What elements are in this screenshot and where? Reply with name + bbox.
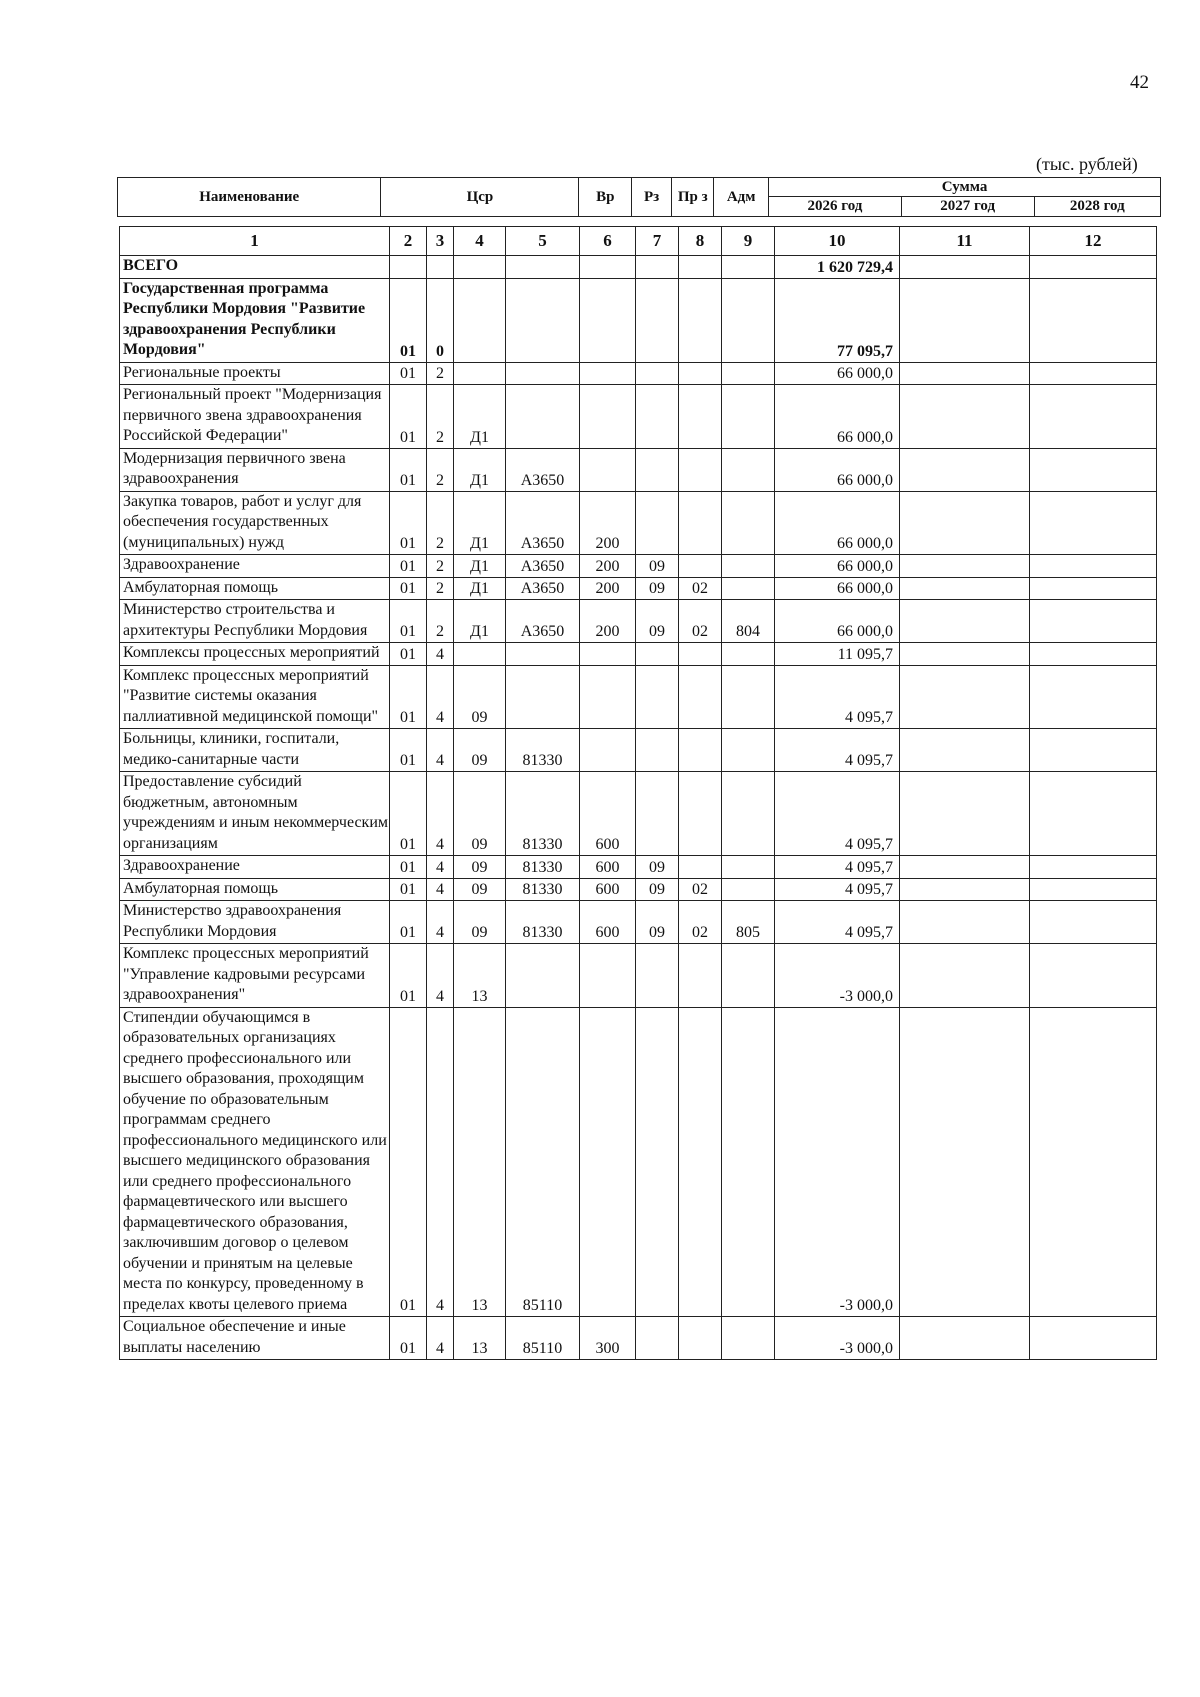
csr-part-2: 01 xyxy=(390,362,427,385)
sum-2027 xyxy=(900,385,1030,449)
column-number: 8 xyxy=(679,227,722,256)
vr-code: 200 xyxy=(580,577,636,600)
sum-2027 xyxy=(900,278,1030,362)
column-number: 4 xyxy=(454,227,506,256)
vr-code xyxy=(580,643,636,666)
csr-part-5: А3650 xyxy=(506,555,580,578)
rz-code xyxy=(636,385,679,449)
rz-code xyxy=(636,1007,679,1317)
csr-part-3: 4 xyxy=(427,878,454,901)
vr-code xyxy=(580,448,636,491)
sum-2027 xyxy=(900,1007,1030,1317)
csr-part-3: 4 xyxy=(427,901,454,944)
csr-part-3: 4 xyxy=(427,1317,454,1360)
vr-code: 600 xyxy=(580,856,636,879)
pr-code xyxy=(679,448,722,491)
sum-2026: 4 095,7 xyxy=(775,665,900,729)
csr-part-2: 01 xyxy=(390,555,427,578)
row-name: ВСЕГО xyxy=(120,256,390,279)
pr-code xyxy=(679,1007,722,1317)
sum-2027 xyxy=(900,1317,1030,1360)
table-row xyxy=(120,856,1157,879)
csr-part-5: А3650 xyxy=(506,577,580,600)
vr-code: 200 xyxy=(580,491,636,555)
csr-part-2: 01 xyxy=(390,729,427,772)
csr-part-5: 81330 xyxy=(506,729,580,772)
pr-code xyxy=(679,1317,722,1360)
csr-part-4: Д1 xyxy=(454,448,506,491)
sum-2026: 66 000,0 xyxy=(775,555,900,578)
pr-code xyxy=(679,256,722,279)
sum-2026: 66 000,0 xyxy=(775,491,900,555)
header-sum: Сумма xyxy=(769,178,1161,197)
row-name: Стипендии обучающимся в образовательных организациях среднего профессионального или высшего образования, проходящим обучение по образовательным программам среднего профессионального медицинского или высшего медицинского образования или среднего профессионального фармацевтического или высшего фармацевтического образования, заключившим договор о целевом обучении и принятым на целевые места по конкурсу, проведенному в пределах квоты целевого приема xyxy=(120,1007,390,1317)
pr-code xyxy=(679,944,722,1008)
pr-code xyxy=(679,643,722,666)
row-name: Комплекс процессных мероприятий "Развитие системы оказания паллиативной медицинской помощи" xyxy=(120,665,390,729)
rz-code: 09 xyxy=(636,555,679,578)
row-name: Здравоохранение xyxy=(120,555,390,578)
csr-part-5: 85110 xyxy=(506,1317,580,1360)
pr-code xyxy=(679,278,722,362)
table-row xyxy=(120,772,1157,856)
csr-part-4: Д1 xyxy=(454,577,506,600)
sum-2027 xyxy=(900,600,1030,643)
csr-part-5: 81330 xyxy=(506,878,580,901)
table-header xyxy=(117,177,1161,217)
column-number: 9 xyxy=(722,227,775,256)
adm-code xyxy=(722,577,775,600)
table-row xyxy=(120,878,1157,901)
rz-code: 09 xyxy=(636,878,679,901)
rz-code xyxy=(636,362,679,385)
csr-part-3: 4 xyxy=(427,729,454,772)
csr-part-4: 09 xyxy=(454,856,506,879)
vr-code xyxy=(580,278,636,362)
pr-code xyxy=(679,555,722,578)
csr-part-4: Д1 xyxy=(454,600,506,643)
csr-part-5: А3650 xyxy=(506,448,580,491)
rz-code: 09 xyxy=(636,600,679,643)
pr-code: 02 xyxy=(679,901,722,944)
rz-code xyxy=(636,729,679,772)
header-rz: Рз xyxy=(632,178,672,217)
sum-2026: 11 095,7 xyxy=(775,643,900,666)
adm-code xyxy=(722,385,775,449)
adm-code xyxy=(722,555,775,578)
header-prz: Пр з xyxy=(672,178,714,217)
sum-2026: 1 620 729,4 xyxy=(775,256,900,279)
csr-part-2: 01 xyxy=(390,1317,427,1360)
rz-code xyxy=(636,1317,679,1360)
vr-code xyxy=(580,385,636,449)
sum-2028 xyxy=(1030,643,1157,666)
adm-code xyxy=(722,1317,775,1360)
adm-code xyxy=(722,278,775,362)
table-row xyxy=(120,448,1157,491)
csr-part-5: А3650 xyxy=(506,600,580,643)
csr-part-4: Д1 xyxy=(454,555,506,578)
pr-code: 02 xyxy=(679,878,722,901)
csr-part-3: 2 xyxy=(427,577,454,600)
sum-2026: 4 095,7 xyxy=(775,772,900,856)
csr-part-3: 0 xyxy=(427,278,454,362)
csr-part-4: 09 xyxy=(454,665,506,729)
csr-part-3: 2 xyxy=(427,555,454,578)
sum-2027 xyxy=(900,878,1030,901)
csr-part-4: 13 xyxy=(454,1317,506,1360)
csr-part-3 xyxy=(427,256,454,279)
row-name: Модернизация первичного звена здравоохранения xyxy=(120,448,390,491)
sum-2026: 4 095,7 xyxy=(775,878,900,901)
csr-part-2: 01 xyxy=(390,878,427,901)
column-number: 1 xyxy=(120,227,390,256)
csr-part-2: 01 xyxy=(390,665,427,729)
table-row xyxy=(120,362,1157,385)
rz-code xyxy=(636,772,679,856)
sum-2027 xyxy=(900,643,1030,666)
sum-2028 xyxy=(1030,448,1157,491)
csr-part-5: 81330 xyxy=(506,901,580,944)
csr-part-3: 4 xyxy=(427,856,454,879)
vr-code xyxy=(580,362,636,385)
table-row xyxy=(120,665,1157,729)
vr-code xyxy=(580,729,636,772)
column-number: 7 xyxy=(636,227,679,256)
row-name: Амбулаторная помощь xyxy=(120,878,390,901)
csr-part-5 xyxy=(506,665,580,729)
vr-code: 200 xyxy=(580,555,636,578)
csr-part-3: 2 xyxy=(427,362,454,385)
sum-2026: -3 000,0 xyxy=(775,1317,900,1360)
sum-2027 xyxy=(900,729,1030,772)
csr-part-3: 2 xyxy=(427,385,454,449)
rz-code: 09 xyxy=(636,901,679,944)
csr-part-3: 4 xyxy=(427,665,454,729)
sum-2026: 66 000,0 xyxy=(775,385,900,449)
column-number: 10 xyxy=(775,227,900,256)
csr-part-4: Д1 xyxy=(454,491,506,555)
sum-2028 xyxy=(1030,491,1157,555)
row-name: Комплекс процессных мероприятий "Управление кадровыми ресурсами здравоохранения" xyxy=(120,944,390,1008)
csr-part-5 xyxy=(506,944,580,1008)
csr-part-4: 09 xyxy=(454,729,506,772)
adm-code xyxy=(722,256,775,279)
sum-2028 xyxy=(1030,901,1157,944)
pr-code xyxy=(679,856,722,879)
adm-code xyxy=(722,643,775,666)
csr-part-5 xyxy=(506,256,580,279)
csr-part-2: 01 xyxy=(390,1007,427,1317)
sum-2026: 66 000,0 xyxy=(775,362,900,385)
csr-part-5: А3650 xyxy=(506,491,580,555)
sum-2028 xyxy=(1030,665,1157,729)
adm-code xyxy=(722,729,775,772)
rz-code xyxy=(636,448,679,491)
vr-code: 600 xyxy=(580,772,636,856)
table-row xyxy=(120,555,1157,578)
pr-code: 02 xyxy=(679,600,722,643)
sum-2028 xyxy=(1030,600,1157,643)
vr-code xyxy=(580,1007,636,1317)
csr-part-3: 4 xyxy=(427,944,454,1008)
csr-part-4 xyxy=(454,643,506,666)
adm-code xyxy=(722,944,775,1008)
column-number: 5 xyxy=(506,227,580,256)
csr-part-4: 09 xyxy=(454,901,506,944)
row-name: Больницы, клиники, госпитали, медико-санитарные части xyxy=(120,729,390,772)
csr-part-2: 01 xyxy=(390,385,427,449)
adm-code xyxy=(722,665,775,729)
rz-code xyxy=(636,256,679,279)
csr-part-2: 01 xyxy=(390,856,427,879)
pr-code xyxy=(679,491,722,555)
row-name: Государственная программа Республики Мордовия "Развитие здравоохранения Республики Мордовия" xyxy=(120,278,390,362)
rz-code xyxy=(636,665,679,729)
sum-2028 xyxy=(1030,729,1157,772)
sum-2027 xyxy=(900,944,1030,1008)
sum-2028 xyxy=(1030,772,1157,856)
sum-2026: 66 000,0 xyxy=(775,448,900,491)
row-name: Здравоохранение xyxy=(120,856,390,879)
adm-code xyxy=(722,772,775,856)
sum-2026: 66 000,0 xyxy=(775,600,900,643)
csr-part-4: 13 xyxy=(454,944,506,1008)
rz-code xyxy=(636,278,679,362)
sum-2028 xyxy=(1030,1317,1157,1360)
vr-code xyxy=(580,944,636,1008)
column-number: 11 xyxy=(900,227,1030,256)
csr-part-5: 85110 xyxy=(506,1007,580,1317)
sum-2027 xyxy=(900,577,1030,600)
sum-2028 xyxy=(1030,555,1157,578)
csr-part-2: 01 xyxy=(390,944,427,1008)
table-row xyxy=(120,1317,1157,1360)
csr-part-5: 81330 xyxy=(506,856,580,879)
header-year-2027: 2027 год xyxy=(901,197,1034,217)
sum-2028 xyxy=(1030,362,1157,385)
row-name: Региональный проект "Модернизация первичного звена здравоохранения Российской Федерации" xyxy=(120,385,390,449)
sum-2028 xyxy=(1030,385,1157,449)
sum-2026: -3 000,0 xyxy=(775,1007,900,1317)
csr-part-3: 4 xyxy=(427,1007,454,1317)
row-name: Комплексы процессных мероприятий xyxy=(120,643,390,666)
pr-code xyxy=(679,729,722,772)
header-adm: Адм xyxy=(714,178,769,217)
table-row xyxy=(120,385,1157,449)
adm-code xyxy=(722,448,775,491)
column-numbers-row xyxy=(120,227,1157,256)
csr-part-5 xyxy=(506,278,580,362)
sum-2026: -3 000,0 xyxy=(775,944,900,1008)
rz-code: 09 xyxy=(636,856,679,879)
sum-2027 xyxy=(900,665,1030,729)
adm-code xyxy=(722,878,775,901)
csr-part-4 xyxy=(454,362,506,385)
pr-code xyxy=(679,772,722,856)
sum-2026: 4 095,7 xyxy=(775,729,900,772)
sum-2028 xyxy=(1030,1007,1157,1317)
csr-part-4: 09 xyxy=(454,878,506,901)
rz-code xyxy=(636,944,679,1008)
column-number: 6 xyxy=(580,227,636,256)
sum-2027 xyxy=(900,901,1030,944)
table-row xyxy=(120,278,1157,362)
csr-part-3: 2 xyxy=(427,491,454,555)
csr-part-4: Д1 xyxy=(454,385,506,449)
csr-part-2: 01 xyxy=(390,491,427,555)
pr-code xyxy=(679,385,722,449)
csr-part-2: 01 xyxy=(390,772,427,856)
row-name: Министерство здравоохранения Республики Мордовия xyxy=(120,901,390,944)
table-row xyxy=(120,729,1157,772)
row-name: Предоставление субсидий бюджетным, автономным учреждениям и иным некоммерческим организациям xyxy=(120,772,390,856)
csr-part-4: 13 xyxy=(454,1007,506,1317)
adm-code xyxy=(722,362,775,385)
header-vr: Вр xyxy=(579,178,632,217)
csr-part-4 xyxy=(454,256,506,279)
adm-code xyxy=(722,1007,775,1317)
csr-part-3: 4 xyxy=(427,643,454,666)
sum-2028 xyxy=(1030,856,1157,879)
sum-2027 xyxy=(900,856,1030,879)
csr-part-2: 01 xyxy=(390,901,427,944)
column-number: 12 xyxy=(1030,227,1157,256)
header-year-2026: 2026 год xyxy=(769,197,902,217)
sum-2026: 4 095,7 xyxy=(775,901,900,944)
row-name: Региональные проекты xyxy=(120,362,390,385)
budget-table xyxy=(119,226,1157,1360)
table-row xyxy=(120,491,1157,555)
column-number: 2 xyxy=(390,227,427,256)
csr-part-5: 81330 xyxy=(506,772,580,856)
rz-code: 09 xyxy=(636,577,679,600)
csr-part-2: 01 xyxy=(390,448,427,491)
sum-2028 xyxy=(1030,577,1157,600)
table-row xyxy=(120,944,1157,1008)
pr-code: 02 xyxy=(679,577,722,600)
table-row xyxy=(120,901,1157,944)
table-row xyxy=(120,643,1157,666)
csr-part-4: 09 xyxy=(454,772,506,856)
pr-code xyxy=(679,665,722,729)
adm-code xyxy=(722,856,775,879)
table-row xyxy=(120,256,1157,279)
rz-code xyxy=(636,643,679,666)
sum-2028 xyxy=(1030,944,1157,1008)
vr-code: 600 xyxy=(580,901,636,944)
pr-code xyxy=(679,362,722,385)
column-number: 3 xyxy=(427,227,454,256)
sum-2027 xyxy=(900,491,1030,555)
csr-part-2: 01 xyxy=(390,600,427,643)
csr-part-5 xyxy=(506,385,580,449)
csr-part-3: 4 xyxy=(427,772,454,856)
adm-code xyxy=(722,491,775,555)
sum-2027 xyxy=(900,555,1030,578)
sum-2026: 4 095,7 xyxy=(775,856,900,879)
sum-2028 xyxy=(1030,256,1157,279)
row-name: Министерство строительства и архитектуры Республики Мордовия xyxy=(120,600,390,643)
sum-2028 xyxy=(1030,878,1157,901)
vr-code xyxy=(580,256,636,279)
sum-2027 xyxy=(900,256,1030,279)
header-year-2028: 2028 год xyxy=(1034,197,1160,217)
sum-2027 xyxy=(900,362,1030,385)
csr-part-3: 2 xyxy=(427,600,454,643)
csr-part-2: 01 xyxy=(390,577,427,600)
vr-code xyxy=(580,665,636,729)
table-row xyxy=(120,577,1157,600)
table-row xyxy=(120,1007,1157,1317)
sum-2026: 66 000,0 xyxy=(775,577,900,600)
csr-part-4 xyxy=(454,278,506,362)
table-row xyxy=(120,600,1157,643)
header-csr: Цср xyxy=(381,178,579,217)
row-name: Амбулаторная помощь xyxy=(120,577,390,600)
header-name: Наименование xyxy=(118,178,381,217)
vr-code: 600 xyxy=(580,878,636,901)
adm-code: 805 xyxy=(722,901,775,944)
sum-2028 xyxy=(1030,278,1157,362)
sum-2027 xyxy=(900,448,1030,491)
units-label: (тыс. рублей) xyxy=(1036,154,1138,174)
page-number: 42 xyxy=(1130,72,1149,93)
sum-2027 xyxy=(900,772,1030,856)
rz-code xyxy=(636,491,679,555)
csr-part-5 xyxy=(506,362,580,385)
csr-part-5 xyxy=(506,643,580,666)
row-name: Социальное обеспечение и иные выплаты населению xyxy=(120,1317,390,1360)
csr-part-2 xyxy=(390,256,427,279)
csr-part-3: 2 xyxy=(427,448,454,491)
csr-part-2: 01 xyxy=(390,643,427,666)
vr-code: 300 xyxy=(580,1317,636,1360)
sum-2026: 77 095,7 xyxy=(775,278,900,362)
csr-part-2: 01 xyxy=(390,278,427,362)
vr-code: 200 xyxy=(580,600,636,643)
row-name: Закупка товаров, работ и услуг для обеспечения государственных (муниципальных) нужд xyxy=(120,491,390,555)
adm-code: 804 xyxy=(722,600,775,643)
